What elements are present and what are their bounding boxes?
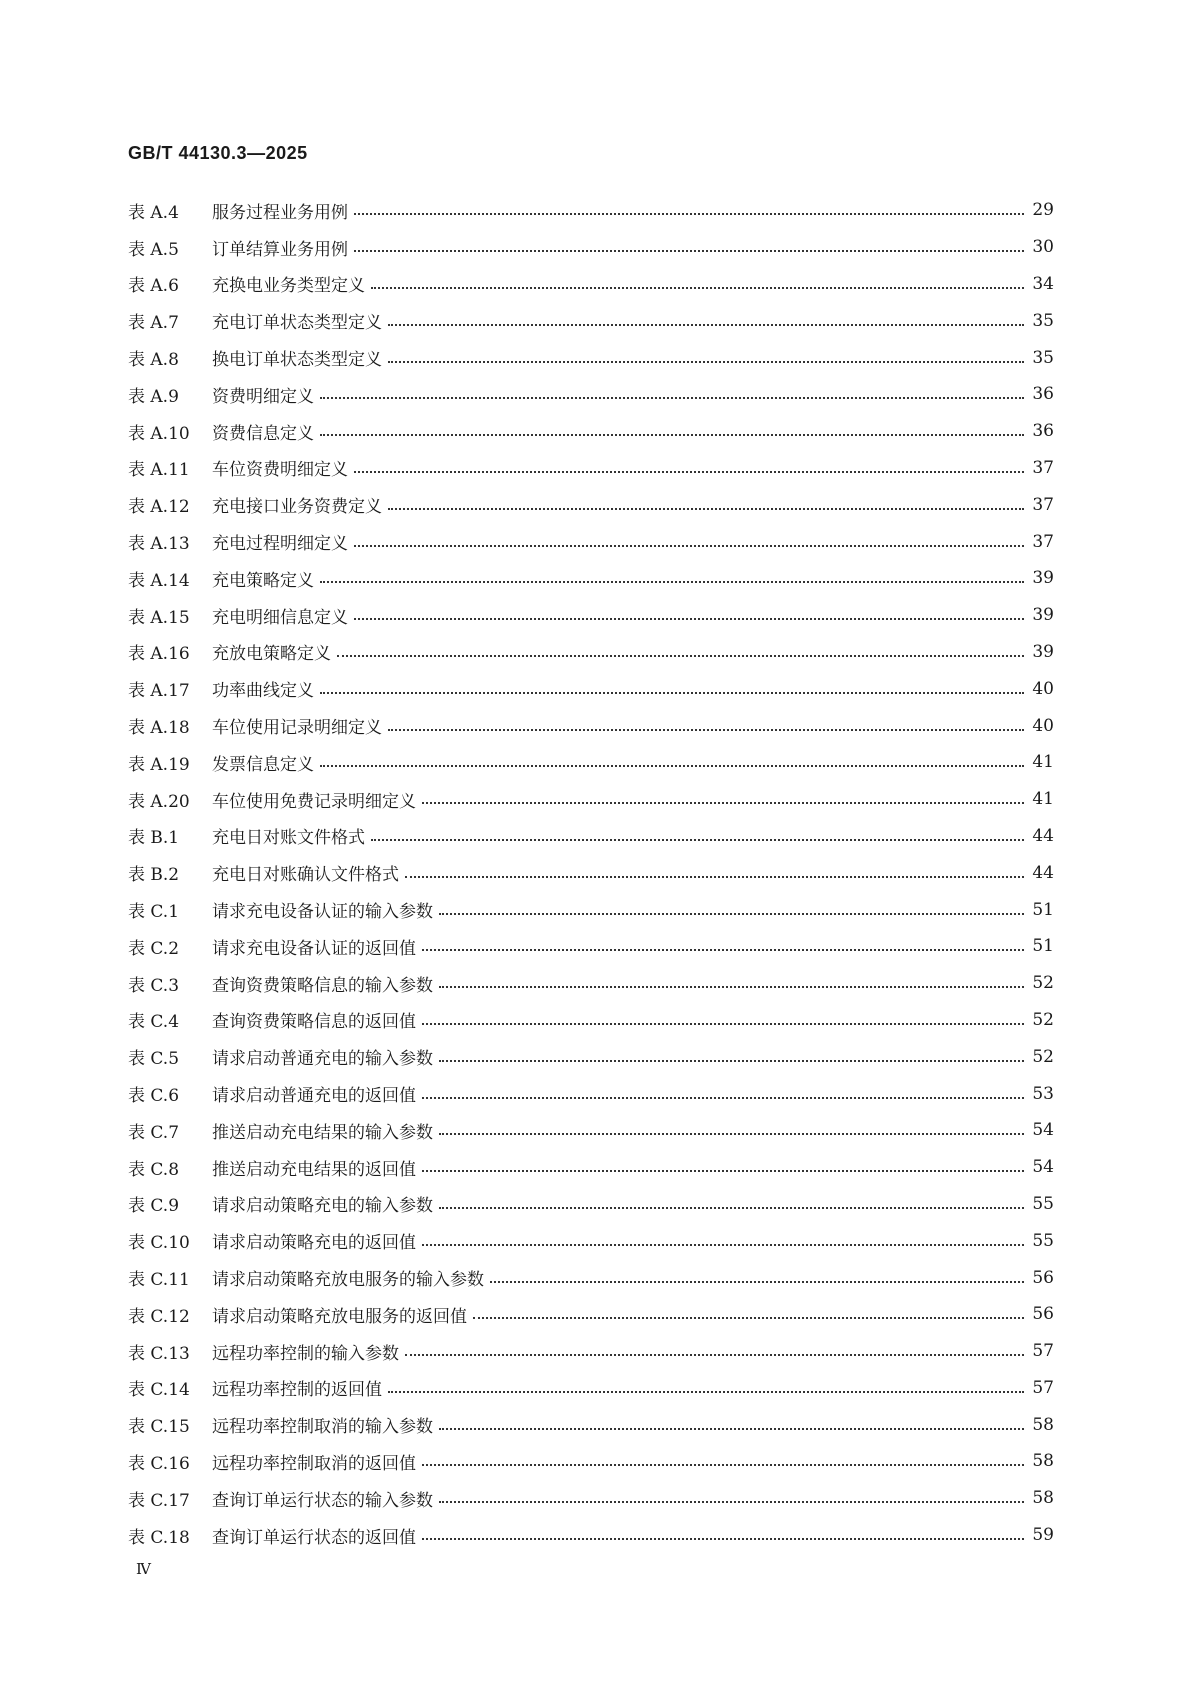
toc-entry[interactable] bbox=[128, 1296, 1054, 1333]
toc-entry-title: 换电订单状态类型定义 bbox=[212, 350, 382, 371]
toc-entry-title: 请求启动策略充电的返回值 bbox=[212, 1233, 416, 1254]
toc-leader-dots bbox=[422, 1462, 1024, 1466]
toc-entry[interactable] bbox=[128, 965, 1054, 1002]
page-number: Ⅳ bbox=[136, 1560, 151, 1578]
toc-entry[interactable] bbox=[128, 450, 1054, 487]
toc-entry[interactable] bbox=[128, 486, 1054, 523]
toc-entry-title: 充电策略定义 bbox=[212, 570, 314, 591]
toc-entry-page: 54 bbox=[1032, 1157, 1054, 1178]
toc-entry-number: 表 C.12 bbox=[128, 1306, 190, 1327]
toc-leader-dots bbox=[320, 763, 1024, 767]
toc-entry-page: 55 bbox=[1032, 1230, 1054, 1251]
toc-entry-number: 表 A.5 bbox=[128, 239, 179, 260]
toc-leader-dots bbox=[422, 800, 1024, 804]
toc-leader-dots bbox=[405, 874, 1024, 878]
toc-entry[interactable] bbox=[128, 928, 1054, 965]
toc-entry-number: 表 C.16 bbox=[128, 1453, 190, 1474]
toc-entry-title: 查询资费策略信息的输入参数 bbox=[212, 975, 433, 996]
toc-entry-page: 35 bbox=[1032, 347, 1054, 368]
toc-entry-number: 表 C.8 bbox=[128, 1159, 180, 1180]
toc-entry-title: 充电明细信息定义 bbox=[212, 607, 348, 628]
toc-entry-title: 远程功率控制的返回值 bbox=[212, 1380, 382, 1401]
toc-entry[interactable] bbox=[128, 597, 1054, 634]
toc-entry-page: 57 bbox=[1032, 1377, 1054, 1398]
toc-entry[interactable] bbox=[128, 1222, 1054, 1259]
toc-entry-page: 52 bbox=[1032, 1009, 1054, 1030]
toc-entry[interactable] bbox=[128, 1002, 1054, 1039]
toc-entry-number: 表 C.13 bbox=[128, 1343, 190, 1364]
toc-leader-dots bbox=[439, 984, 1024, 988]
toc-entry-number: 表 C.3 bbox=[128, 975, 180, 996]
toc-entry-title: 车位资费明细定义 bbox=[212, 460, 348, 481]
toc-entry[interactable] bbox=[128, 1149, 1054, 1186]
toc-entry-page: 52 bbox=[1032, 973, 1054, 994]
toc-entry-number: 表 C.11 bbox=[128, 1270, 190, 1290]
toc-entry-number: 表 A.16 bbox=[128, 644, 190, 665]
toc-entry-page: 39 bbox=[1032, 605, 1054, 626]
toc-entry-title: 远程功率控制取消的返回值 bbox=[212, 1453, 416, 1474]
toc-entry-number: 表 A.15 bbox=[128, 607, 190, 628]
toc-entry-number: 表 B.2 bbox=[128, 865, 180, 886]
toc-entry-number: 表 A.19 bbox=[128, 754, 190, 775]
toc-leader-dots bbox=[439, 1426, 1024, 1430]
toc-entry-page: 36 bbox=[1032, 421, 1054, 442]
toc-leader-dots bbox=[354, 616, 1024, 620]
toc-leader-dots bbox=[320, 579, 1024, 583]
toc-leader-dots bbox=[439, 1499, 1024, 1503]
toc-leader-dots bbox=[388, 727, 1024, 731]
toc-entry-page: 37 bbox=[1032, 494, 1054, 515]
toc-leader-dots bbox=[439, 1058, 1024, 1062]
toc-entry-title: 资费信息定义 bbox=[212, 423, 314, 444]
toc-entry-title: 请求启动普通充电的输入参数 bbox=[212, 1049, 433, 1070]
toc-entry-page: 29 bbox=[1032, 200, 1054, 221]
toc-entry-title: 请求启动普通充电的返回值 bbox=[212, 1086, 416, 1107]
toc-entry[interactable] bbox=[128, 1480, 1054, 1517]
toc-entry[interactable] bbox=[128, 1333, 1054, 1370]
toc-leader-dots bbox=[388, 359, 1024, 363]
toc-entry[interactable] bbox=[128, 229, 1054, 266]
toc-entry-page: 39 bbox=[1032, 641, 1054, 662]
toc-entry-number: 表 A.6 bbox=[128, 276, 179, 297]
toc-entry[interactable] bbox=[128, 339, 1054, 376]
toc-entry-title: 充电日对账确认文件格式 bbox=[212, 865, 399, 886]
toc-entry[interactable] bbox=[128, 192, 1054, 229]
toc-entry-title: 发票信息定义 bbox=[212, 754, 314, 775]
toc-entry-title: 查询资费策略信息的返回值 bbox=[212, 1012, 416, 1033]
toc-entry-title: 充换电业务类型定义 bbox=[212, 276, 365, 297]
toc-entry-page: 56 bbox=[1032, 1267, 1054, 1288]
toc-entry-page: 58 bbox=[1032, 1451, 1054, 1472]
toc-leader-dots bbox=[422, 1242, 1024, 1246]
toc-entry-title: 资费明细定义 bbox=[212, 386, 314, 407]
toc-leader-dots bbox=[422, 1536, 1024, 1540]
toc-entry-page: 58 bbox=[1032, 1414, 1054, 1435]
toc-leader-dots bbox=[320, 395, 1024, 399]
toc-entry-title: 车位使用免费记录明细定义 bbox=[212, 791, 416, 812]
toc-entry-page: 53 bbox=[1032, 1083, 1054, 1104]
toc-entry-title: 远程功率控制的输入参数 bbox=[212, 1343, 399, 1364]
toc-entry-number: 表 A.9 bbox=[128, 386, 179, 407]
toc-leader-dots bbox=[422, 1095, 1024, 1099]
toc-entry-title: 充电订单状态类型定义 bbox=[212, 313, 382, 334]
toc-entry-number: 表 C.2 bbox=[128, 938, 180, 959]
toc-entry-number: 表 C.18 bbox=[128, 1527, 190, 1548]
toc-entry-title: 请求充电设备认证的输入参数 bbox=[212, 902, 433, 923]
document-id-header: GB/T 44130.3—2025 bbox=[128, 143, 308, 163]
toc-entry-title: 请求启动策略充放电服务的输入参数 bbox=[212, 1270, 484, 1290]
toc-leader-dots bbox=[354, 211, 1024, 215]
toc-entry-number: 表 A.10 bbox=[128, 423, 190, 444]
toc-leader-dots bbox=[422, 1168, 1024, 1172]
toc-leader-dots bbox=[422, 1021, 1024, 1025]
toc-entry-page: 40 bbox=[1032, 715, 1054, 736]
toc-entry-number: 表 A.17 bbox=[128, 681, 190, 702]
toc-entry-title: 推送启动充电结果的返回值 bbox=[212, 1159, 416, 1180]
toc-entry-title: 充放电策略定义 bbox=[212, 644, 331, 665]
toc-entry[interactable] bbox=[128, 1370, 1054, 1407]
toc-entry[interactable] bbox=[128, 560, 1054, 597]
toc-entry[interactable] bbox=[128, 1406, 1054, 1443]
toc-entry-title: 服务过程业务用例 bbox=[212, 202, 348, 223]
toc-entry[interactable] bbox=[128, 891, 1054, 928]
toc-entry[interactable] bbox=[128, 744, 1054, 781]
toc-entry-title: 推送启动充电结果的输入参数 bbox=[212, 1122, 433, 1143]
toc-entry[interactable] bbox=[128, 1186, 1054, 1223]
toc-entry[interactable] bbox=[128, 781, 1054, 818]
toc-entry[interactable] bbox=[128, 523, 1054, 560]
toc-entry[interactable] bbox=[128, 634, 1054, 671]
toc-leader-dots bbox=[354, 469, 1024, 473]
toc-entry-number: 表 B.1 bbox=[128, 828, 180, 849]
toc-entry-number: 表 A.13 bbox=[128, 534, 190, 555]
toc-entry-number: 表 A.12 bbox=[128, 497, 190, 518]
toc-entry[interactable] bbox=[128, 854, 1054, 891]
toc-entry-page: 37 bbox=[1032, 531, 1054, 552]
toc-leader-dots bbox=[354, 543, 1024, 547]
toc-entry-title: 查询订单运行状态的返回值 bbox=[212, 1527, 416, 1548]
toc-entry[interactable] bbox=[128, 1259, 1054, 1296]
toc-leader-dots bbox=[439, 1131, 1024, 1135]
toc-entry[interactable] bbox=[128, 670, 1054, 707]
toc-entry-page: 44 bbox=[1032, 825, 1054, 846]
toc-entry-number: 表 A.18 bbox=[128, 718, 190, 739]
toc-entry-number: 表 C.7 bbox=[128, 1122, 180, 1143]
toc-entry-page: 35 bbox=[1032, 310, 1054, 331]
table-of-contents bbox=[128, 192, 1054, 1553]
toc-leader-dots bbox=[320, 432, 1024, 436]
toc-leader-dots bbox=[371, 837, 1024, 841]
toc-entry-number: 表 A.4 bbox=[128, 202, 179, 223]
toc-entry-page: 58 bbox=[1032, 1488, 1054, 1509]
toc-entry-page: 54 bbox=[1032, 1120, 1054, 1141]
toc-entry-number: 表 A.14 bbox=[128, 570, 190, 591]
toc-leader-dots bbox=[337, 653, 1024, 657]
toc-entry-page: 41 bbox=[1032, 789, 1054, 810]
toc-leader-dots bbox=[320, 690, 1024, 694]
toc-entry-number: 表 C.17 bbox=[128, 1490, 190, 1511]
toc-entry-title: 查询订单运行状态的输入参数 bbox=[212, 1490, 433, 1511]
toc-entry-title: 订单结算业务用例 bbox=[212, 239, 348, 260]
toc-entry[interactable] bbox=[128, 1517, 1054, 1554]
toc-entry-title: 功率曲线定义 bbox=[212, 681, 314, 702]
toc-entry-page: 51 bbox=[1032, 936, 1054, 957]
toc-leader-dots bbox=[388, 322, 1024, 326]
toc-entry[interactable] bbox=[128, 266, 1054, 303]
toc-leader-dots bbox=[388, 1389, 1024, 1393]
toc-entry-title: 请求启动策略充电的输入参数 bbox=[212, 1196, 433, 1217]
toc-entry-title: 请求启动策略充放电服务的返回值 bbox=[212, 1306, 467, 1327]
toc-entry-title: 充电日对账文件格式 bbox=[212, 828, 365, 849]
toc-entry-number: 表 C.5 bbox=[128, 1049, 180, 1070]
toc-entry-number: 表 C.15 bbox=[128, 1417, 190, 1438]
toc-entry-number: 表 C.14 bbox=[128, 1380, 190, 1401]
toc-entry[interactable] bbox=[128, 1075, 1054, 1112]
toc-entry-page: 44 bbox=[1032, 862, 1054, 883]
toc-entry-number: 表 C.10 bbox=[128, 1233, 190, 1254]
toc-leader-dots bbox=[439, 1205, 1024, 1209]
toc-leader-dots bbox=[473, 1315, 1024, 1319]
toc-entry[interactable] bbox=[128, 818, 1054, 855]
toc-entry-page: 51 bbox=[1032, 899, 1054, 920]
toc-entry-number: 表 C.9 bbox=[128, 1196, 180, 1217]
toc-entry-title: 车位使用记录明细定义 bbox=[212, 718, 382, 739]
toc-entry[interactable] bbox=[128, 1038, 1054, 1075]
toc-entry-page: 59 bbox=[1032, 1525, 1054, 1546]
toc-entry-page: 40 bbox=[1032, 678, 1054, 699]
toc-entry-page: 30 bbox=[1032, 237, 1054, 258]
toc-leader-dots bbox=[388, 506, 1024, 510]
toc-entry-number: 表 C.6 bbox=[128, 1086, 180, 1107]
toc-entry[interactable] bbox=[128, 302, 1054, 339]
toc-entry-page: 52 bbox=[1032, 1046, 1054, 1067]
toc-leader-dots bbox=[354, 248, 1024, 252]
toc-entry[interactable] bbox=[128, 1443, 1054, 1480]
toc-entry[interactable] bbox=[128, 376, 1054, 413]
toc-entry-title: 请求充电设备认证的返回值 bbox=[212, 938, 416, 959]
toc-leader-dots bbox=[371, 285, 1024, 289]
toc-entry-title: 充电接口业务资费定义 bbox=[212, 497, 382, 518]
toc-entry-page: 37 bbox=[1032, 457, 1054, 478]
toc-entry-page: 36 bbox=[1032, 384, 1054, 405]
toc-entry-number: 表 A.8 bbox=[128, 350, 179, 371]
toc-entry-number: 表 A.7 bbox=[128, 313, 179, 334]
toc-entry-number: 表 C.1 bbox=[128, 902, 180, 923]
toc-entry-page: 41 bbox=[1032, 752, 1054, 773]
toc-entry[interactable] bbox=[128, 413, 1054, 450]
toc-leader-dots bbox=[405, 1352, 1024, 1356]
toc-entry-number: 表 C.4 bbox=[128, 1012, 180, 1033]
toc-entry-number: 表 A.11 bbox=[128, 460, 190, 481]
toc-leader-dots bbox=[422, 947, 1024, 951]
toc-entry-page: 39 bbox=[1032, 568, 1054, 589]
toc-entry-page: 57 bbox=[1032, 1341, 1054, 1362]
toc-entry-title: 远程功率控制取消的输入参数 bbox=[212, 1417, 433, 1438]
toc-leader-dots bbox=[490, 1279, 1024, 1283]
toc-entry[interactable] bbox=[128, 1112, 1054, 1149]
toc-entry-number: 表 A.20 bbox=[128, 791, 190, 812]
toc-entry-page: 56 bbox=[1032, 1304, 1054, 1325]
toc-entry-page: 34 bbox=[1032, 273, 1054, 294]
toc-entry-title: 充电过程明细定义 bbox=[212, 534, 348, 555]
toc-leader-dots bbox=[439, 911, 1024, 915]
toc-entry-page: 55 bbox=[1032, 1193, 1054, 1214]
toc-entry[interactable] bbox=[128, 707, 1054, 744]
